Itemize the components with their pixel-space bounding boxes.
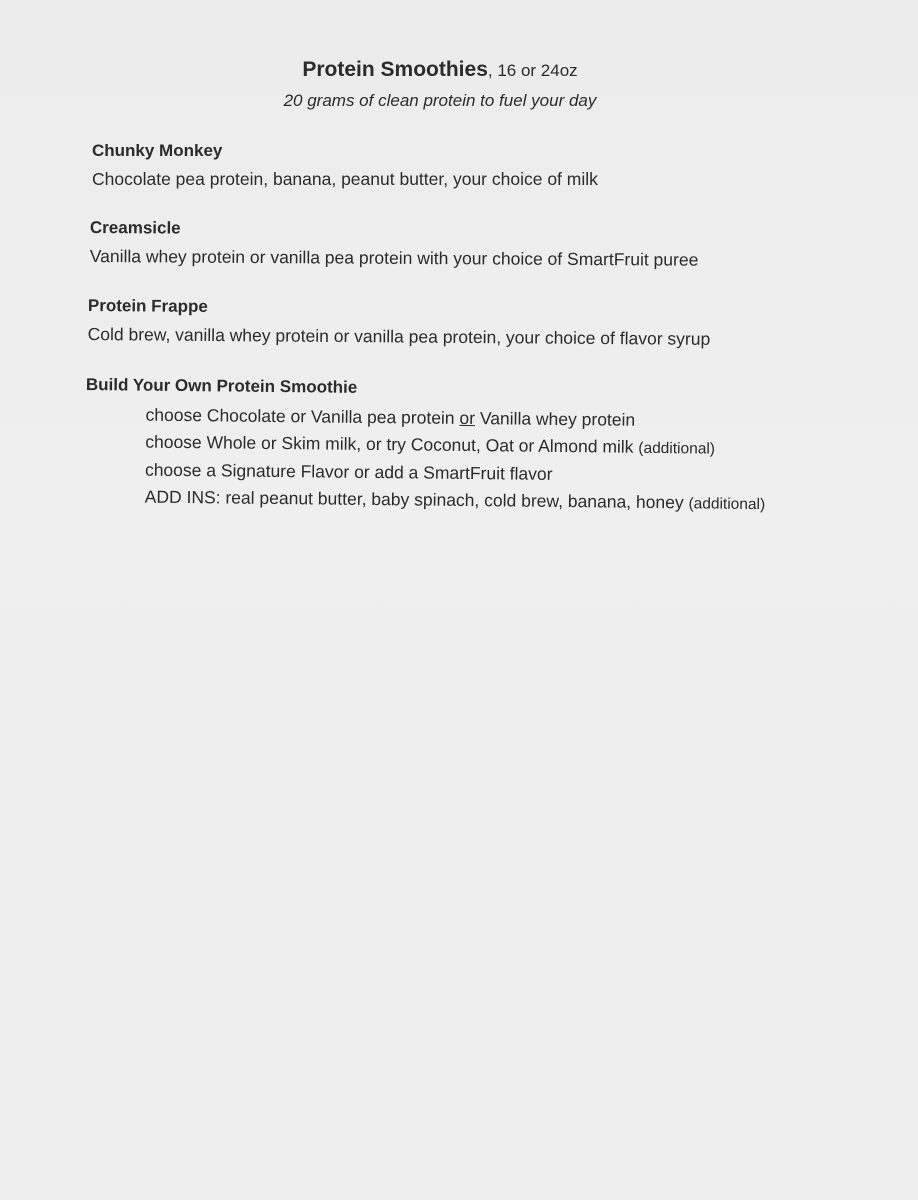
menu-item	[88, 295, 711, 350]
step-text: choose Chocolate or Vanilla pea protein	[145, 404, 460, 428]
menu-size-note: , 16 or 24oz	[487, 61, 578, 80]
menu-item-description: Vanilla whey protein or vanilla pea protein with your choice of SmartFruit puree	[89, 245, 699, 270]
menu-title: Protein Smoothies	[302, 58, 488, 81]
build-your-own-step	[145, 483, 766, 518]
build-your-own-title: Build Your Own Protein Smoothie	[85, 374, 358, 397]
menu-header	[0, 56, 880, 114]
menu-item	[90, 217, 699, 271]
step-text: Vanilla whey protein	[474, 408, 636, 430]
menu-item-name: Creamsicle	[89, 217, 181, 238]
step-text: choose Whole or Skim milk, or try Coconut, Oat or Almond milk	[145, 431, 639, 457]
menu-subtitle: 20 grams of clean protein to fuel your day	[283, 91, 597, 110]
step-text: ADD INS: real peanut butter, baby spinach, cold brew, banana, honey	[144, 486, 689, 512]
build-your-own-list	[145, 402, 767, 518]
menu-item-description: Cold brew, vanilla whey protein or vanilla pea protein, your choice of flavor syrup	[87, 323, 711, 349]
step-underlined-word: or	[459, 407, 476, 429]
menu-item-name: Chunky Monkey	[92, 141, 223, 160]
menu-item	[92, 140, 598, 190]
menu-item-name: Protein Frappe	[87, 295, 208, 316]
additional-note: (additional)	[688, 494, 766, 513]
build-your-own-section	[85, 374, 767, 518]
menu-item-description: Chocolate pea protein, banana, peanut butter, your choice of milk	[92, 169, 598, 189]
menu-title-line	[0, 56, 880, 85]
step-text: choose a Signature Flavor or add a SmartFruit flavor	[144, 459, 553, 484]
additional-note: (additional)	[638, 439, 716, 458]
